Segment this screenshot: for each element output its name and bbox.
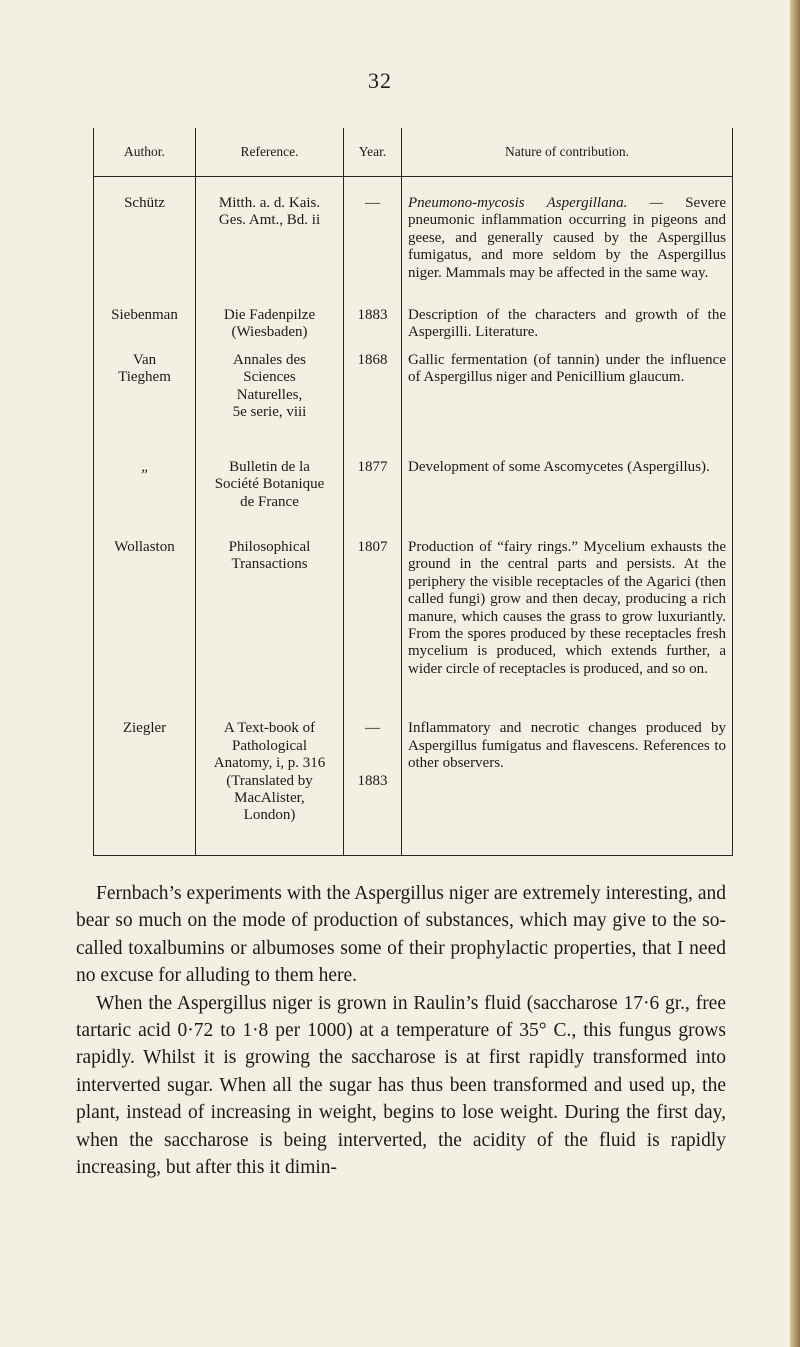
reference-line: Ges. Amt., Bd. ii <box>218 212 321 229</box>
ditto-mark: „ <box>141 458 148 475</box>
nature-cell <box>402 352 733 442</box>
author-name: Van <box>132 351 157 368</box>
reference-line: (Translated by <box>226 772 313 789</box>
reference-cell <box>196 441 344 531</box>
reference-cell <box>196 720 344 855</box>
reference-line: Transactions <box>231 556 308 573</box>
reference-line: Die Fadenpilze <box>223 306 316 323</box>
header-nature: Nature of contribution. <box>402 128 733 177</box>
year-value: — <box>365 195 380 211</box>
reference-line: 5e serie, viii <box>232 404 307 420</box>
table-row <box>94 441 733 531</box>
nature-cell <box>402 531 733 720</box>
reference-line: Mitth. a. d. Kais. <box>218 195 321 211</box>
reference-line: de France <box>240 493 299 510</box>
nature-cell <box>402 720 733 855</box>
paragraph: Fernbach’s experiments with the Aspergillus niger are extremely interesting, and bear so much on the mode of production of substances, which may give to the so-called toxalbumins or albumoses some of their prophylactic properties, that I need no excuse for alluding to them here. <box>76 883 726 987</box>
reference-line: Annales des <box>233 351 306 368</box>
reference-line: Naturelles, <box>236 386 303 403</box>
reference-line: Sciences <box>243 369 296 386</box>
reference-line: Anatomy, i, p. 316 <box>213 755 326 772</box>
author-cell <box>94 352 196 442</box>
table-row <box>94 195 733 307</box>
author-cell <box>94 531 196 720</box>
paragraph: When the Aspergillus niger is grown in Raulin’s fluid (saccharose 17·6 gr., free tartaric acid 0·72 to 1·8 per 1000) at a temperature of 35° C., this fungus grows rapidly. Whilst it is growing the saccharose is at first rapidly transformed into interverted sugar. When all the sugar has thus been transformed and used up, the plant, instead of increasing in weight, begins to lose weight. During the first day, when the saccharose is being interverted, the acidity of the fluid is rapidly increasing, but after this it dimin- <box>76 992 726 1179</box>
author-name: Tieghem <box>118 369 171 386</box>
reference-line: A Text-book of <box>223 720 316 737</box>
year-value: — <box>365 720 380 737</box>
year-value: 1868 <box>357 351 388 368</box>
author-name: Wollaston <box>114 538 175 555</box>
reference-table <box>93 128 733 856</box>
reference-cell <box>196 307 344 352</box>
nature-cell <box>402 195 733 307</box>
nature-text: Development of some Ascomycetes (Aspergillus). <box>408 458 710 475</box>
nature-text: Description of the characters and growth of the Aspergilli. Literature. <box>408 306 726 341</box>
year-cell <box>344 441 402 531</box>
page-number: 32 <box>368 68 392 93</box>
reference-line: London) <box>243 807 296 824</box>
author-name: Siebenman <box>111 306 178 323</box>
header-reference: Reference. <box>196 128 344 177</box>
nature-text: Gallic fermentation (of tannin) under the influence of Aspergillus niger and Penicillium glaucum. <box>408 351 726 386</box>
body-text <box>76 880 726 1181</box>
year-cell <box>344 307 402 352</box>
year-value <box>344 755 401 772</box>
header-author: Author. <box>94 128 196 177</box>
author-name: Ziegler <box>122 720 167 737</box>
nature-title: Pneumono-mycosis Aspergillana. — <box>408 195 663 211</box>
reference-line: (Wiesbaden) <box>231 324 308 341</box>
author-cell <box>94 307 196 352</box>
reference-line: Philosophical <box>228 538 311 555</box>
reference-cell <box>196 352 344 442</box>
year-cell <box>344 352 402 442</box>
year-cell <box>344 720 402 855</box>
reference-cell <box>196 195 344 307</box>
author-cell <box>94 720 196 855</box>
nature-cell <box>402 307 733 352</box>
reference-cell <box>196 531 344 720</box>
year-value <box>344 738 401 755</box>
page-edge-shadow <box>790 0 800 1347</box>
year-value: 1883 <box>357 306 388 323</box>
header-year: Year. <box>344 128 402 177</box>
nature-text: Production of “fairy rings.” Mycelium exhausts the ground in the central parts and persists. At the periphery the visible receptacles of the Agarici (then called fungi) grow and then decay, producing a rich manure, which causes the grass to grow luxuriantly. From the spores produced by these receptacles fresh mycelium is produced, which extends further, a wider circle of receptacles is produced, and so on. <box>408 538 726 677</box>
author-cell <box>94 195 196 307</box>
nature-text: Inflammatory and necrotic changes produced by Aspergillus fumigatus and flavescens. References to other observers. <box>408 720 726 772</box>
year-cell <box>344 195 402 307</box>
year-cell <box>344 531 402 720</box>
reference-line: Société Botanique <box>214 476 325 493</box>
year-value: 1877 <box>357 458 388 475</box>
table-row <box>94 531 733 720</box>
nature-cell <box>402 441 733 531</box>
reference-line: MacAlister, <box>234 790 305 807</box>
reference-line: Bulletin de la <box>229 458 310 475</box>
year-value: 1807 <box>357 538 388 555</box>
reference-line: Pathological <box>232 737 307 754</box>
table-row <box>94 720 733 855</box>
table-header-row <box>94 128 733 177</box>
author-cell <box>94 441 196 531</box>
year-value: 1883 <box>357 772 388 789</box>
author-name: Schütz <box>124 195 165 211</box>
nature-text: Severe pneumonic inflammation occurring in pigeons and geese, and generally caused by the Aspergillus fumigatus, and more seldom by the Aspergillus niger. Mammals may be affected in the same way. <box>408 195 726 281</box>
table-row <box>94 307 733 352</box>
table-row <box>94 352 733 442</box>
